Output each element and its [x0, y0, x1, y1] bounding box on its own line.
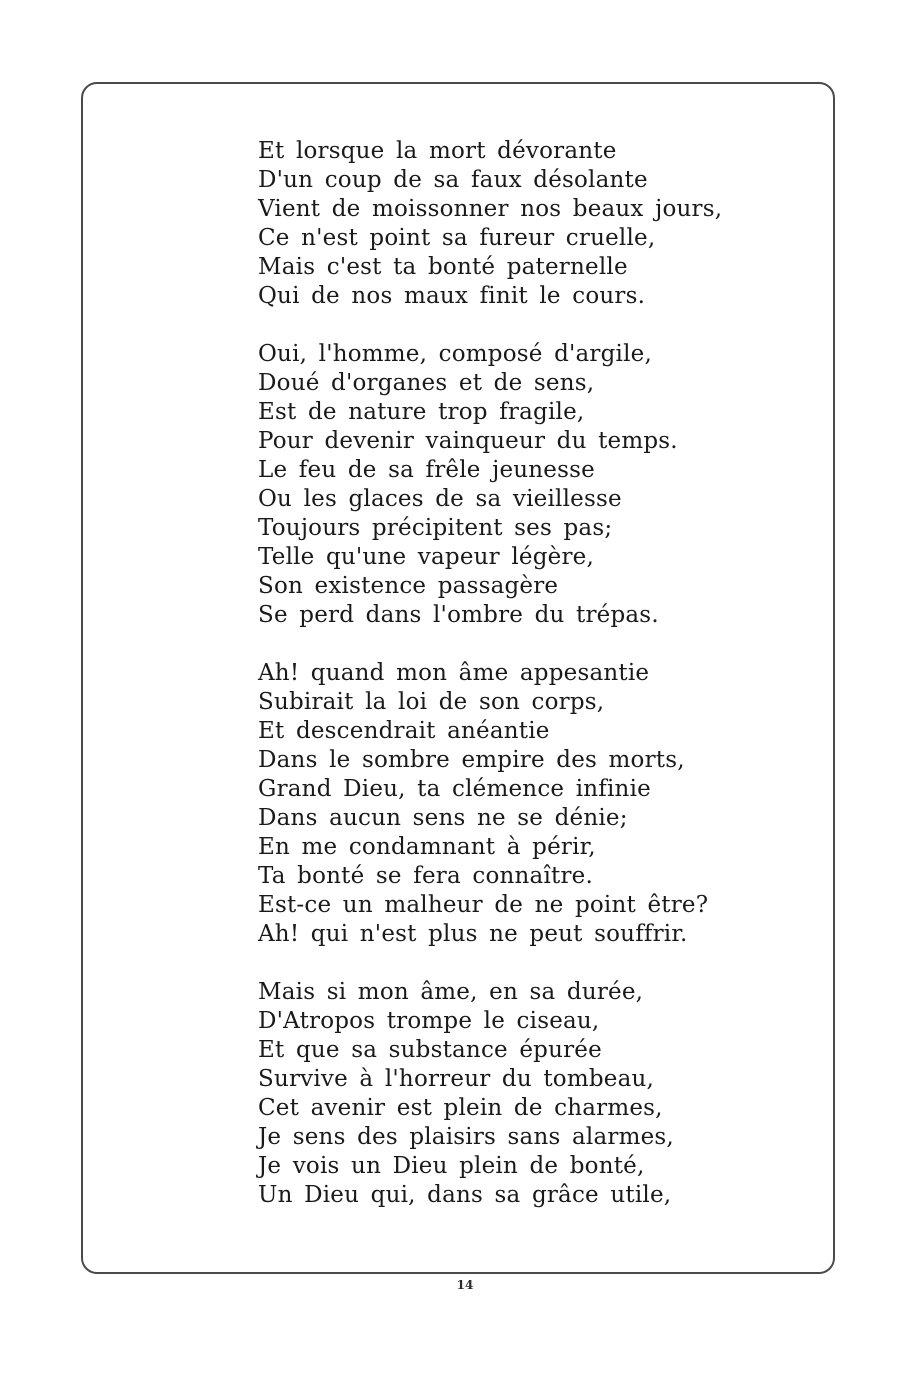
- verse-line: Vient de moissonner nos beaux jours,: [258, 196, 723, 222]
- verse-line: Je vois un Dieu plein de bonté,: [258, 1153, 645, 1179]
- verse-line: Est-ce un malheur de ne point être?: [258, 892, 709, 918]
- verse-line: D'un coup de sa faux désolante: [258, 167, 648, 193]
- verse-line: Oui, l'homme, composé d'argile,: [258, 341, 652, 367]
- verse-line: Grand Dieu, ta clémence infinie: [258, 776, 651, 802]
- verse-line: Qui de nos maux finit le cours.: [258, 283, 646, 309]
- verse-line: Le feu de sa frêle jeunesse: [258, 457, 595, 483]
- verse-line: Je sens des plaisirs sans alarmes,: [258, 1124, 674, 1150]
- verse-line: Telle qu'une vapeur légère,: [258, 544, 594, 570]
- verse-line: Est de nature trop fragile,: [258, 399, 585, 425]
- verse-line: Pour devenir vainqueur du temps.: [258, 428, 678, 454]
- verse-line: Doué d'organes et de sens,: [258, 370, 595, 396]
- verse-line: Subirait la loi de son corps,: [258, 689, 605, 715]
- verse-line: Ah! qui n'est plus ne peut souffrir.: [258, 921, 688, 947]
- verse-line: Son existence passagère: [258, 573, 559, 599]
- page-number: 14: [456, 1278, 474, 1292]
- verse-line: Ou les glaces de sa vieillesse: [258, 486, 622, 512]
- verse-line: Ce n'est point sa fureur cruelle,: [258, 225, 656, 251]
- verse-line: Dans le sombre empire des morts,: [258, 747, 685, 773]
- verse-line: Et que sa substance épurée: [258, 1037, 602, 1063]
- verse-line: Cet avenir est plein de charmes,: [258, 1095, 663, 1121]
- verse-line: Survive à l'horreur du tombeau,: [258, 1066, 655, 1092]
- verse-line: Ta bonté se fera connaître.: [258, 863, 593, 889]
- verse-line: Ah! quand mon âme appesantie: [258, 660, 650, 686]
- poem-text: [258, 137, 818, 1210]
- verse-line: D'Atropos trompe le ciseau,: [258, 1008, 600, 1034]
- verse-line: En me condamnant à périr,: [258, 834, 596, 860]
- stanza-3: [258, 659, 818, 949]
- verse-line: Et lorsque la mort dévorante: [258, 138, 617, 164]
- verse-line: Et descendrait anéantie: [258, 718, 550, 744]
- verse-line: Mais c'est ta bonté paternelle: [258, 254, 628, 280]
- verse-line: Un Dieu qui, dans sa grâce utile,: [258, 1182, 672, 1208]
- stanza-1: [258, 137, 818, 311]
- verse-line: Mais si mon âme, en sa durée,: [258, 979, 644, 1005]
- stanza-2: [258, 340, 818, 630]
- verse-line: Se perd dans l'ombre du trépas.: [258, 602, 659, 628]
- verse-line: Dans aucun sens ne se dénie;: [258, 805, 628, 831]
- stanza-4: [258, 978, 818, 1210]
- verse-line: Toujours précipitent ses pas;: [258, 515, 613, 541]
